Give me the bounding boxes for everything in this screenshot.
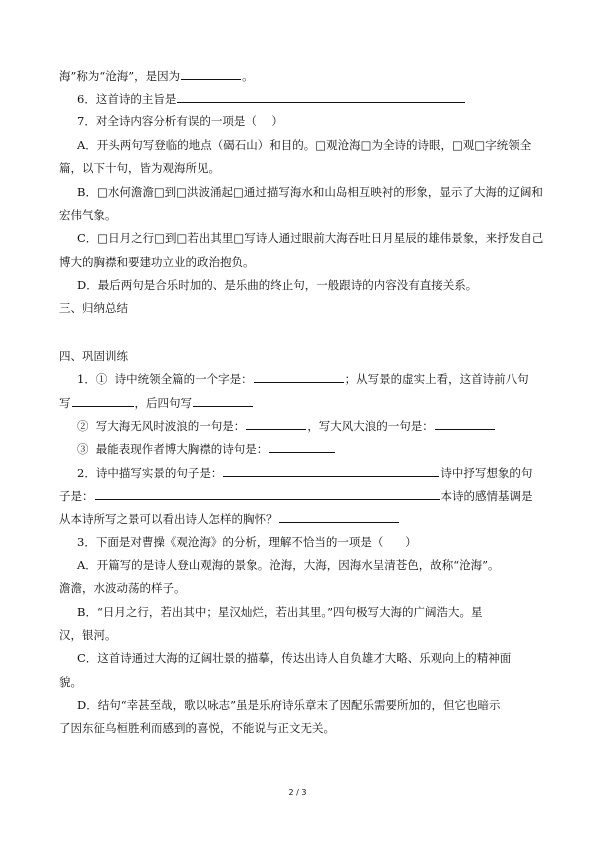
text-segment: 四、巩固训练 bbox=[59, 349, 128, 363]
answer-blank[interactable] bbox=[177, 90, 465, 103]
text-segment: 2．诗中描写实景的句子是： bbox=[77, 466, 223, 480]
text-line bbox=[0, 720, 595, 736]
text-segment: 诗中抒写想象的句 bbox=[440, 466, 533, 480]
text-line bbox=[0, 277, 595, 293]
text-line bbox=[0, 464, 595, 480]
text-segment: 了因东征乌桓胜利而感到的喜悦，不能说与正文无关。 bbox=[59, 721, 335, 735]
page-number: 2 / 3 bbox=[288, 788, 307, 797]
text-line bbox=[0, 90, 595, 106]
text-line bbox=[0, 348, 595, 364]
text-segment: 博大的胸襟和要建功立业的政治抱负。 bbox=[59, 255, 255, 269]
text-segment: 。 bbox=[242, 69, 254, 83]
answer-blank[interactable] bbox=[254, 370, 344, 383]
text-segment: 篇，以下十句，皆为观海所见。 bbox=[59, 161, 220, 175]
text-line bbox=[0, 534, 595, 550]
text-segment: ；从写景的虚实上看，这首诗前八句 bbox=[344, 372, 529, 386]
text-segment: B．“日月之行，若出其中；星汉灿烂，若出其里。”四句极写大海的广阔浩大。星 bbox=[77, 605, 483, 619]
text-line bbox=[0, 557, 595, 573]
answer-blank[interactable] bbox=[279, 510, 399, 523]
text-line bbox=[0, 113, 595, 129]
text-segment: 汉，银河。 bbox=[59, 628, 117, 642]
text-segment: 澹澹，水波动荡的样子。 bbox=[59, 581, 186, 595]
text-line bbox=[0, 417, 595, 433]
answer-blank[interactable] bbox=[269, 440, 335, 453]
text-segment: ，后四句写 bbox=[134, 396, 192, 410]
text-line bbox=[0, 160, 595, 176]
text-line bbox=[0, 627, 595, 643]
text-line bbox=[0, 440, 595, 456]
text-segment: C．□日月之行□到□若出其里□写诗人通过眼前大海吞吐日月星辰的雄伟景象，来抒发自己 bbox=[77, 231, 544, 245]
text-line bbox=[0, 300, 595, 316]
text-segment: 宏伟气象。 bbox=[59, 208, 117, 222]
answer-blank[interactable] bbox=[72, 394, 134, 407]
text-segment: D．最后两句是合乐时加的、是乐曲的终止句，一般跟诗的内容没有直接关系。 bbox=[77, 278, 478, 292]
text-segment: ③ 最能表现作者博大胸襟的诗句是： bbox=[77, 442, 269, 456]
text-segment: 写 bbox=[59, 396, 71, 410]
answer-blank[interactable] bbox=[246, 417, 306, 430]
text-segment: B．□水何澹澹□到□洪波涌起□通过描写海水和山岛相互映衬的形象，显示了大海的辽阔和 bbox=[77, 185, 543, 199]
text-line bbox=[0, 370, 595, 386]
text-line bbox=[0, 697, 595, 713]
text-segment: D．结句“幸甚至哉，歌以咏志”虽是乐府诗乐章末了因配乐需要所加的，但它也暗示 bbox=[77, 698, 501, 712]
text-line bbox=[0, 487, 595, 503]
answer-blank[interactable] bbox=[223, 464, 439, 477]
text-line bbox=[0, 510, 595, 526]
text-line bbox=[0, 254, 595, 270]
text-segment: A．开头两句写登临的地点（碣石山）和目的。□观沧海□为全诗的诗眼，□观□字统领全 bbox=[77, 138, 532, 152]
text-segment: ② 写大海无风时波浪的一句是： bbox=[77, 419, 246, 433]
text-line bbox=[0, 207, 595, 223]
answer-blank[interactable] bbox=[181, 67, 241, 80]
text-segment: 3．下面是对曹操《观沧海》的分析，理解不恰当的一项是（ ） bbox=[77, 535, 417, 549]
text-segment: 6．这首诗的主旨是 bbox=[77, 92, 177, 106]
text-segment: 三、归纳总结 bbox=[59, 301, 128, 315]
answer-blank[interactable] bbox=[435, 417, 495, 430]
text-line bbox=[0, 580, 595, 596]
text-segment: A．开篇写的是诗人登山观海的景象。沧海，大海，因海水呈清苍色，故称“沧海”。 bbox=[77, 558, 500, 572]
text-segment: 本诗的感情基调是 bbox=[440, 489, 533, 503]
text-line bbox=[0, 230, 595, 246]
text-line bbox=[0, 604, 595, 620]
text-line bbox=[0, 674, 595, 690]
text-segment: 子是： bbox=[59, 489, 94, 503]
answer-blank[interactable] bbox=[193, 394, 253, 407]
text-segment: 1．① 诗中统领全篇的一个字是： bbox=[77, 372, 253, 386]
text-segment: 貌。 bbox=[59, 675, 82, 689]
text-segment: 7．对全诗内容分析有误的一项是（ ） bbox=[77, 114, 283, 128]
text-segment: ，写大风大浪的一句是： bbox=[307, 419, 434, 433]
text-segment: 海”称为“沧海”，是因为 bbox=[59, 69, 181, 83]
text-segment: 从本诗所写之景可以看出诗人怎样的胸怀？ bbox=[59, 512, 278, 526]
text-line bbox=[0, 184, 595, 200]
text-line bbox=[0, 67, 595, 83]
answer-blank[interactable] bbox=[95, 487, 440, 500]
text-line bbox=[0, 394, 595, 410]
text-line bbox=[0, 137, 595, 153]
text-line bbox=[0, 650, 595, 666]
text-segment: C．这首诗通过大海的辽阔壮景的描摹，传达出诗人自负雄才大略、乐观向上的精神面 bbox=[77, 651, 512, 665]
